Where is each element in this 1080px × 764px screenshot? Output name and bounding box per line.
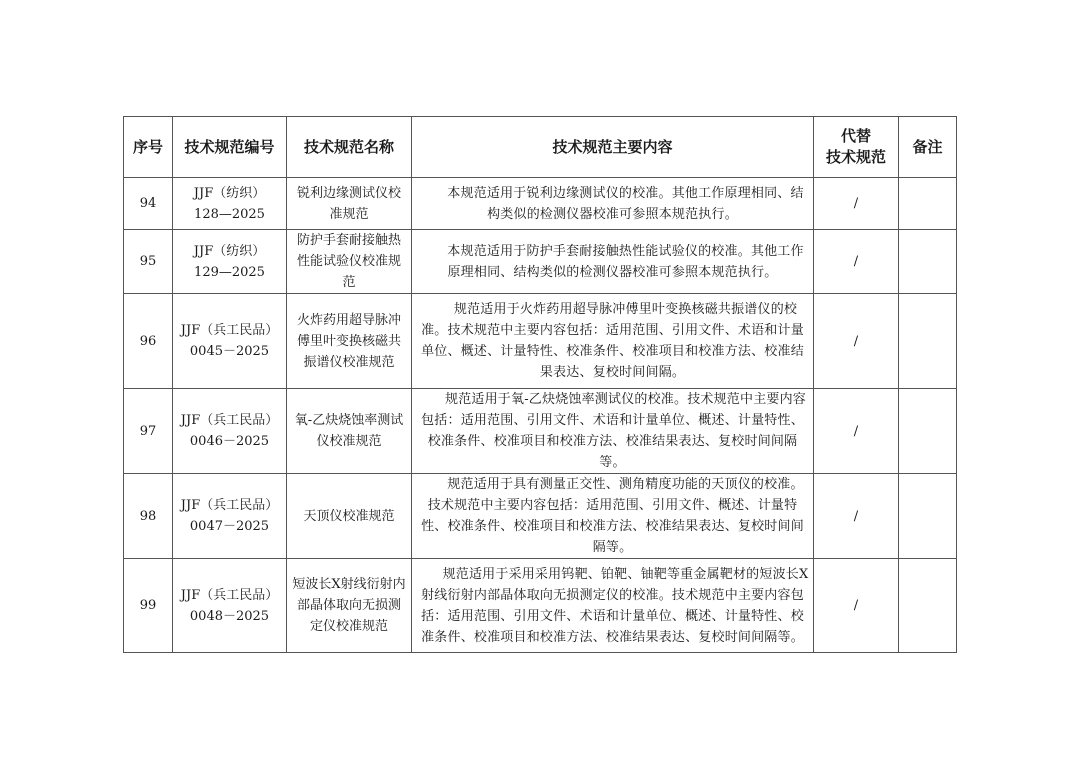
cell-note [899, 474, 957, 559]
cell-code [173, 294, 287, 389]
header-row [124, 117, 957, 178]
cell-code [173, 389, 287, 474]
cell-replace: / [814, 474, 899, 559]
table-row [124, 178, 957, 230]
cell-note [899, 559, 957, 653]
table-row [124, 474, 957, 559]
cell-code-line2: 0046－2025 [189, 434, 270, 449]
cell-content [412, 474, 814, 559]
header-replace-line1: 代替 [840, 127, 871, 145]
cell-code-line1: JJF（兵工民品） [180, 587, 279, 603]
header-name: 技术规范名称 [287, 117, 412, 178]
cell-code-line2: 0048－2025 [189, 608, 270, 624]
cell-content [412, 178, 814, 230]
cell-seq: 94 [124, 178, 173, 230]
cell-content [412, 230, 814, 294]
cell-content-text: 本规范适用于防护手套耐接触热性能试验仪的校准。其他工作原理相同、结构类似的检测仪器校准可参照本规范执行。 [447, 243, 804, 280]
cell-replace: / [814, 559, 899, 653]
cell-seq: 99 [124, 559, 173, 653]
cell-code-line1: JJF（兵工民品） [180, 323, 279, 338]
cell-code-line1: JJF（纺织） [193, 243, 266, 259]
cell-code [173, 559, 287, 653]
cell-content-text: 规范适用于采用采用钨靶、铂靶、铀靶等重金属靶材的短波长X射线衍射内部晶体取向无损测定仪的校准。技术规范中主要内容包括：适用范围、引用文件、术语和计量单位、概述、计量特性、校准条件、校准项目和校准方法、校准结果表达、复校时间间隔等。 [421, 566, 809, 645]
cell-code-line2: 0047－2025 [189, 519, 270, 534]
cell-name: 氧-乙炔烧蚀率测试仪校准规范 [287, 389, 412, 474]
cell-name: 锐利边缘测试仪校准规范 [287, 178, 412, 230]
cell-content-text: 规范适用于氧-乙炔烧蚀率测试仪的校准。技术规范中主要内容包括：适用范围、引用文件、术语和计量单位、概述、计量特性、校准条件、校准项目和校准方法、校准结果表达、复校时间间隔等。 [421, 392, 806, 470]
table-row [124, 294, 957, 389]
cell-content [412, 559, 814, 653]
table-row [124, 389, 957, 474]
cell-code-line1: JJF（兵工民品） [180, 413, 279, 428]
cell-code-line2: 0045－2025 [189, 344, 270, 359]
cell-code [173, 474, 287, 559]
cell-replace: / [814, 294, 899, 389]
cell-code-line2: 129—2025 [194, 264, 265, 280]
cell-replace: / [814, 230, 899, 294]
cell-note [899, 294, 957, 389]
cell-replace: / [814, 178, 899, 230]
cell-code [173, 230, 287, 294]
cell-content-text: 规范适用于火炸药用超导脉冲傅里叶变换核磁共振谱仪的校准。技术规范中主要内容包括：适用范围、引用文件、术语和计量单位、概述、计量特性、校准条件、校准项目和校准方法、校准结果表达、复校时间间隔。 [421, 302, 804, 380]
spec-table [123, 116, 957, 653]
cell-note [899, 389, 957, 474]
cell-seq: 98 [124, 474, 173, 559]
table-row [124, 230, 957, 294]
cell-note [899, 178, 957, 230]
header-replace-line2: 技术规范 [825, 148, 886, 166]
cell-content [412, 389, 814, 474]
cell-seq: 95 [124, 230, 173, 294]
cell-content-text: 规范适用于具有测量正交性、测角精度功能的天顶仪的校准。技术规范中主要内容包括：适用范围、引用文件、概述、计量特性、校准条件、校准项目和校准方法、校准结果表达、复校时间间隔等。 [421, 477, 804, 555]
header-seq: 序号 [124, 117, 173, 178]
cell-content [412, 294, 814, 389]
cell-seq: 96 [124, 294, 173, 389]
header-replace [814, 117, 899, 178]
header-code: 技术规范编号 [173, 117, 287, 178]
cell-code [173, 178, 287, 230]
header-content: 技术规范主要内容 [412, 117, 814, 178]
cell-name: 短波长X射线衍射内部晶体取向无损测定仪校准规范 [287, 559, 412, 653]
cell-code-line2: 128—2025 [194, 206, 265, 222]
cell-content-text: 本规范适用于锐利边缘测试仪的校准。其他工作原理相同、结构类似的检测仪器校准可参照本规范执行。 [447, 185, 804, 222]
cell-name: 天顶仪校准规范 [287, 474, 412, 559]
header-note: 备注 [899, 117, 957, 178]
cell-name: 火炸药用超导脉冲傅里叶变换核磁共振谱仪校准规范 [287, 294, 412, 389]
cell-code-line1: JJF（纺织） [193, 185, 266, 201]
cell-note [899, 230, 957, 294]
table-row [124, 559, 957, 653]
cell-seq: 97 [124, 389, 173, 474]
cell-name: 防护手套耐接触热性能试验仪校准规范 [287, 230, 412, 294]
cell-code-line1: JJF（兵工民品） [180, 498, 279, 513]
cell-replace: / [814, 389, 899, 474]
